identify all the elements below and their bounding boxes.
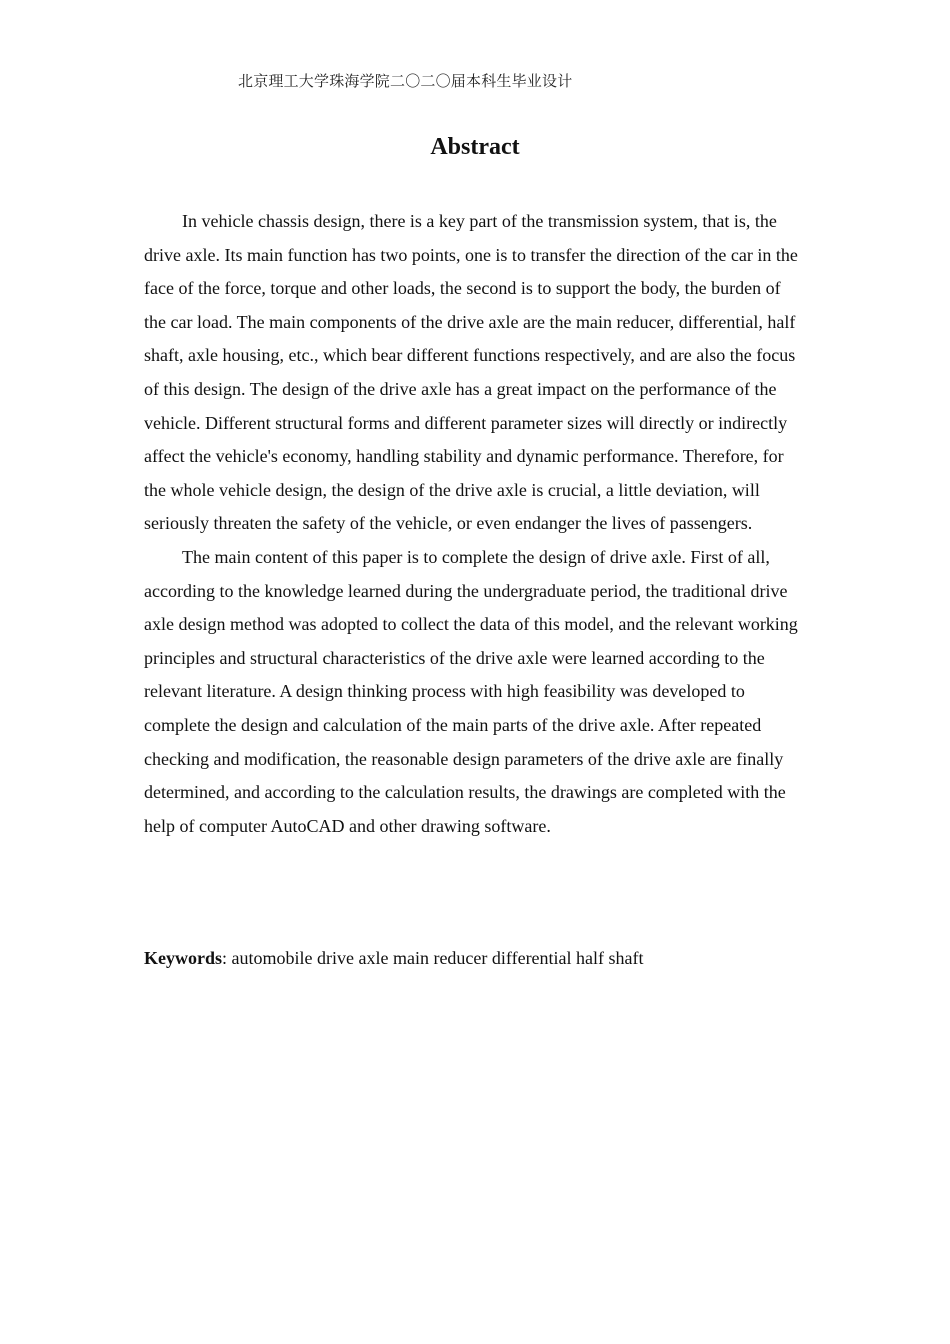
- keywords-text: automobile drive axle main reducer differential half shaft: [231, 948, 644, 968]
- abstract-paragraph-2: The main content of this paper is to complete the design of drive axle. First of all, according to the knowledge learned during the undergraduate period, the traditional drive axle design method was adopted to collect the data of this model, and the relevant working principles and structural characteristics of the drive axle were learned according to the relevant literature. A design thinking process with high feasibility was developed to complete the design and calculation of the main parts of the drive axle. After repeated checking and modification, the reasonable design parameters of the drive axle are finally determined, and according to the calculation results, the drawings are completed with the help of computer AutoCAD and other drawing software.: [144, 546, 798, 836]
- keywords-separator: :: [222, 948, 232, 968]
- keywords-line: [144, 944, 644, 972]
- page-title: Abstract: [430, 134, 520, 160]
- page-header: 北京理工大学珠海学院二〇二〇届本科生毕业设计: [238, 72, 573, 90]
- abstract-paragraph-1: In vehicle chassis design, there is a key part of the transmission system, that is, the drive axle. Its main function has two points, one is to transfer the direction of the car in the face of the force, torque and other loads, the second is to support the body, the burden of the car load. The main components of the drive axle are the main reducer, differential, half shaft, axle housing, etc., which bear different functions respectively, and are also the focus of this design. The design of the drive axle has a great impact on the performance of the vehicle. Different structural forms and different parameter sizes will directly or indirectly affect the vehicle's economy, handling stability and dynamic performance. Therefore, for the whole vehicle design, the design of the drive axle is crucial, a little deviation, will seriously threaten the safety of the vehicle, or even endanger the lives of passengers.: [144, 211, 798, 534]
- abstract-body: [144, 205, 806, 843]
- keywords-label: Keywords: [144, 948, 222, 968]
